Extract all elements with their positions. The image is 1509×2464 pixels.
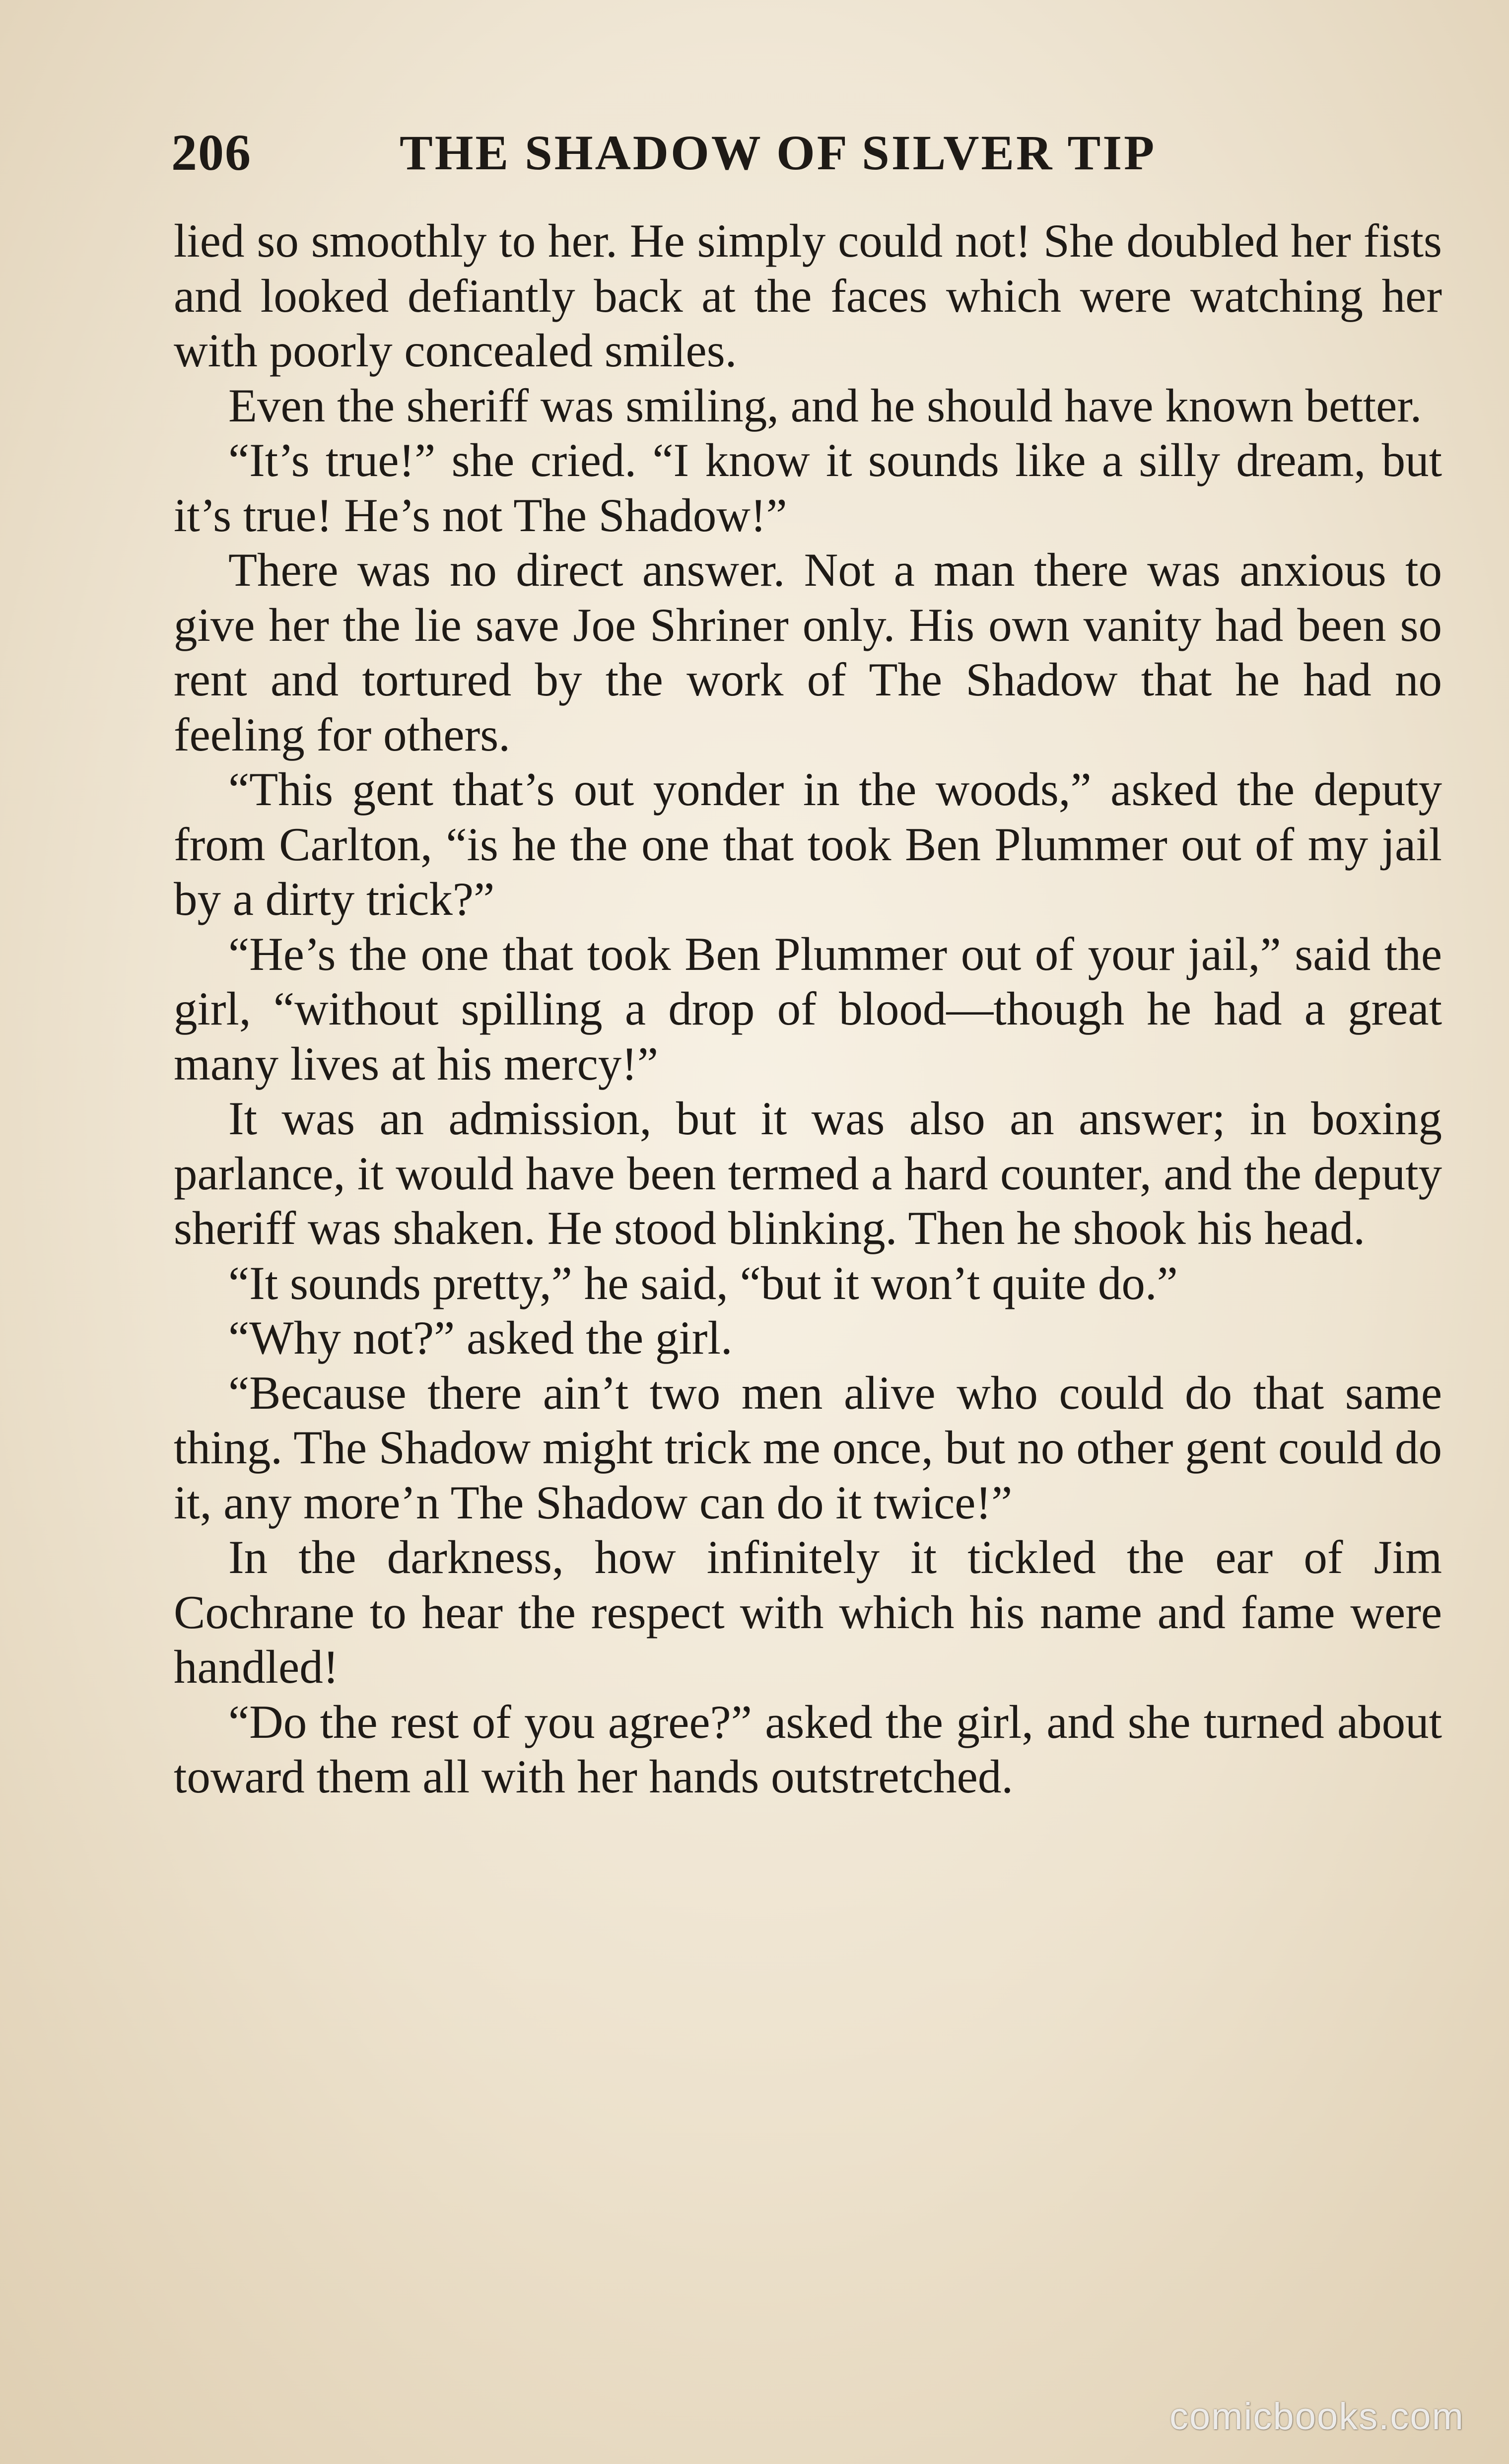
body-text	[174, 213, 1442, 1804]
paragraph-1: lied so smoothly to her. He simply could not! She doubled her fists and looked defiantly back at the faces which were watching her with poorly concealed smiles.	[174, 214, 1442, 377]
watermark: comicbooks.com	[1169, 2396, 1464, 2438]
paragraph-3: “It’s true!” she cried. “I know it sounds like a silly dream, but it’s true! He’s not The Shadow!”	[174, 434, 1442, 542]
page-header	[171, 118, 1462, 188]
paragraph-9: “Why not?” asked the girl.	[228, 1311, 733, 1364]
paragraph-6: “He’s the one that took Ben Plummer out of your jail,” said the girl, “without spilling a drop of blood—though he had a great many lives at his mercy!”	[174, 927, 1442, 1090]
page-number: 206	[171, 124, 252, 181]
paragraph-2: Even the sheriff was smiling, and he should have known better.	[228, 379, 1422, 432]
paragraph-4: There was no direct answer. Not a man there was anxious to give her the lie save Joe Shriner only. His own vanity had been so rent and tortured by the work of The Shadow that he had no feeling for others.	[174, 544, 1442, 761]
running-title: THE SHADOW OF SILVER TIP	[400, 125, 1157, 180]
paragraph-11: In the darkness, how infinitely it tickled the ear of Jim Cochrane to hear the respect with which his name and fame were handled!	[174, 1531, 1442, 1693]
paragraph-10: “Because there ain’t two men alive who could do that same thing. The Shadow might trick me once, but no other gent could do it, any more’n The Shadow can do it twice!”	[174, 1366, 1442, 1529]
paragraph-12: “Do the rest of you agree?” asked the girl, and she turned about toward them all with her hands outstretched.	[174, 1695, 1442, 1803]
paragraph-7: It was an admission, but it was also an answer; in boxing parlance, it would have been termed a hard counter, and the deputy sheriff was shaken. He stood blinking. Then he shook his head.	[174, 1092, 1442, 1254]
paragraph-8: “It sounds pretty,” he said, “but it won’t quite do.”	[228, 1256, 1178, 1309]
paragraph-5: “This gent that’s out yonder in the woods,” asked the deputy from Carlton, “is he the one that took Ben Plummer out of my jail by a dirty trick?”	[174, 763, 1442, 925]
